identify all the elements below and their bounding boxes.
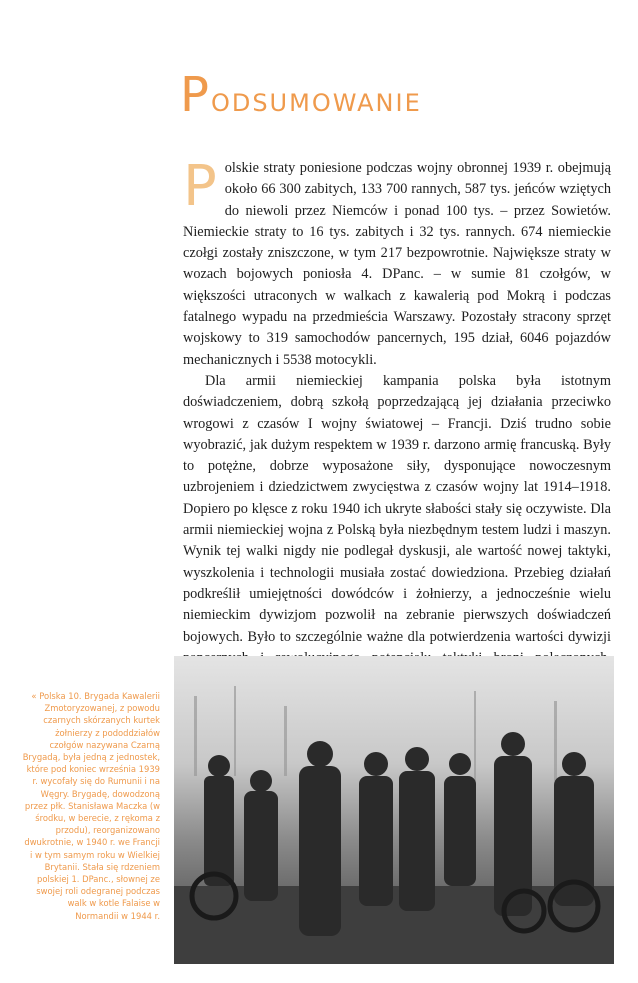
- page-title: [180, 67, 422, 123]
- title-rest: odsumowanie: [210, 79, 422, 120]
- historical-photo: [174, 656, 614, 964]
- drop-cap: P: [183, 154, 217, 219]
- photo-caption: « Polska 10. Brygada Kawalerii Zmotoryzowanej, z powodu czarnych skórzanych kurtek żołnierzy z pododdziałów czołgów nazywana Czarną Brygadą, była jedną z jednostek, które pod koniec września 1939 r. wycofały się do Rumunii i na Węgry. Brygadę, dowodzoną przez płk. Stanisława Maczka (w środku, w berecie, z rękoma z przodu), reorganizowano dwukrotnie, w 1940 r. we Francji i w tym samym roku w Wielkiej Brytanii. Stała się rdzeniem polskiej 1. DPanc., słownej ze swojej roli odegranej podczas walk w kotle Falaise w Normandii w 1944 r.: [22, 691, 160, 921]
- photo-ground: [174, 886, 614, 964]
- paragraph-1-text: olskie straty poniesione podczas wojny obronnej 1939 r. obejmują około 66 300 zabitych, 133 700 rannych, 587 tys. jeńców wziętych do niewoli przez Niemców i ponad 100 tys. – przez Sowietów. Niemieckie straty to 16 tys. zabitych i 32 tys. rannych. 674 niemieckie czołgi zostały zniszczone, w tym 217 bezpowrotnie. Największe straty w wozach bojowych poniosła 4. DPanc. – w sumie 81 czołgów, w większości utraconych w walkach z kawalerią pod Mokrą i podczas fatalnego wypadu na przedmieścia Warszawy. Pozostały stracony sprzęt wojskowy to 319 samochodów pancernych, 195 dział, 6046 pojazdów mechanicznych i 5538 motocykli.: [183, 160, 611, 368]
- paragraph-1: [183, 154, 611, 371]
- photo-illustration: [174, 656, 614, 964]
- paragraph-2: Dla armii niemieckiej kampania polska była istotnym doświadczeniem, dobrą szkołą poprzedzającą jej działania przeciwko wrogowi z czasów I wojny światowej – Francji. Dziś trudno sobie wyobrazić, jak dużym respektem w 1939 r. darzono armię francuską. Były to potężne, dobrze wyposażone siły, dysponujące nowoczesnym uzbrojeniem i dziedzictwem zwycięstwa z czasów wojny lat 1914–1918. Dopiero po klęsce z roku 1940 ich ukryte słabości stały się oczywiste. Dla armii niemieckiej wojna z Polską była niezbędnym testem ludzi i maszyn. Wynik tej walki nigdy nie podlegał dyskusji, ale wartość nowej taktyki, wyszkolenia i technologii musiała zostać dowiedziona. Przebieg działań podkreślił umiejętności dowódców i żołnierzy, a jednocześnie wielu niemieckim dywizjom pozwolił na zebranie pierwszych doświadczeń bojowych. Było to szczególnie ważne dla potwierdzenia wartości dywizji: [183, 372, 611, 645]
- title-first-letter: P: [180, 66, 211, 123]
